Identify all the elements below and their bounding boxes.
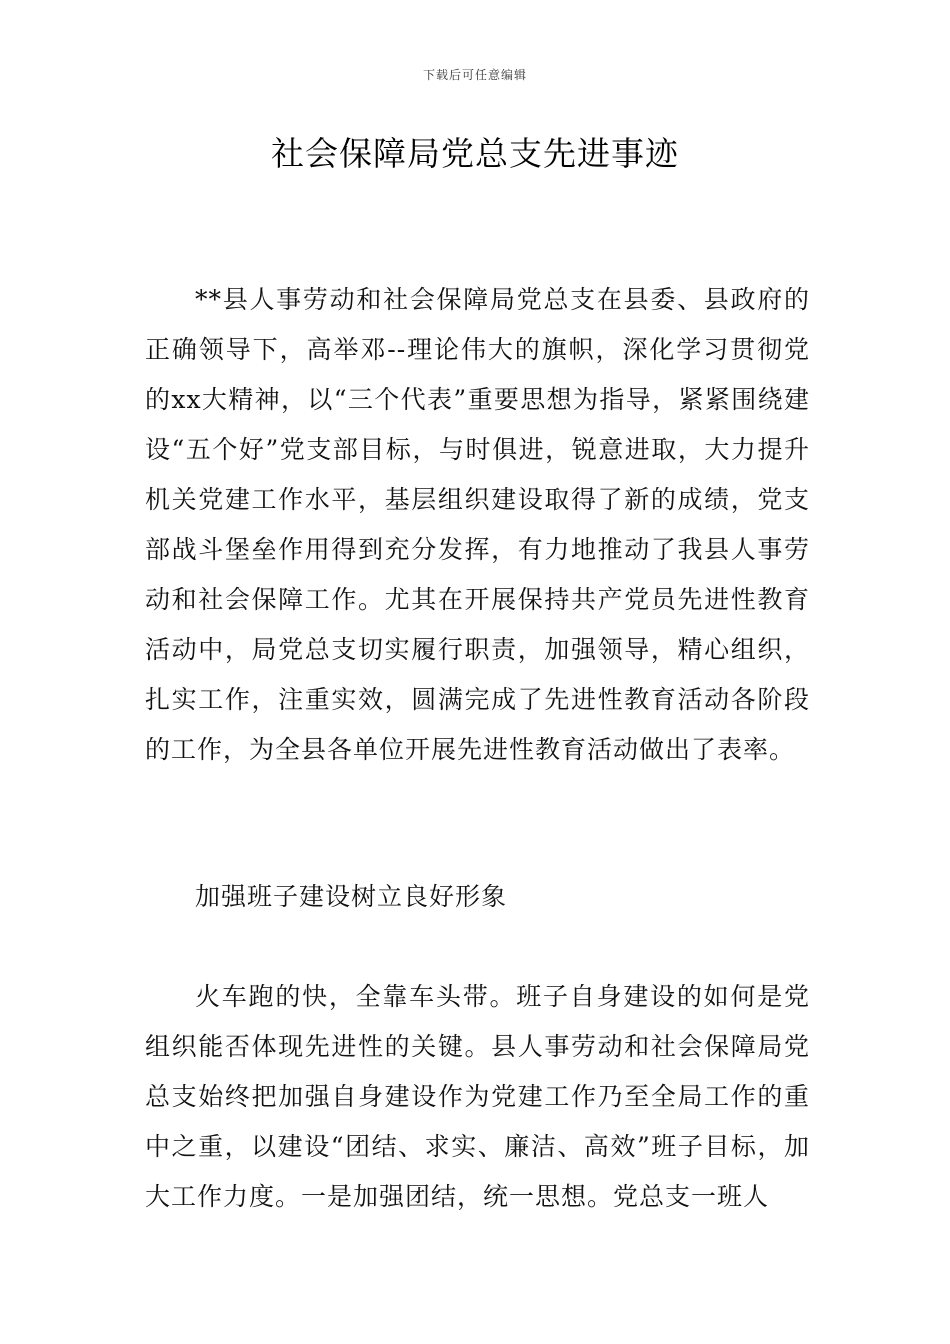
body-paragraph-team-building: 火车跑的快，全靠车头带。班子自身建设的如何是党组织能否体现先进性的关键。县人事劳动和社会保障局党总支始终把加强自身建设作为党建工作乃至全局工作的重中之重，以建设“团结、求实、廉洁、高效”班子目标，加大工作力度。一是加强团结，统一思想。党总支一班人 (145, 982, 810, 1211)
document-title: 社会保障局党总支先进事迹 (271, 134, 679, 173)
header-note: 下载后可任意编辑 (422, 68, 527, 82)
body-paragraph-intro: **县人事劳动和社会保障局党总支在县委、县政府的正确领导下，高举邓--理论伟大的旗帜，深化学习贯彻党的xx大精神，以“三个代表”重要思想为指导，紧紧围绕建设“五个好”党支部目标，与时俱进，锐意进取，大力提升机关党建工作水平，基层组织建设取得了新的成绩，党支部战斗堡垒作用得到充分发挥，有力地推动了我县人事劳动和社会保障工作。尤其在开展保持共产党员先进性教育活动中，局党总支切实履行职责，加强领导，精心组织，扎实工作，注重实效，圆满完成了先进性教育活动各阶段的工作，为全县各单位开展先进性教育活动做出了表率。 (145, 285, 810, 764)
section-heading: 加强班子建设树立良好形象 (195, 882, 508, 911)
